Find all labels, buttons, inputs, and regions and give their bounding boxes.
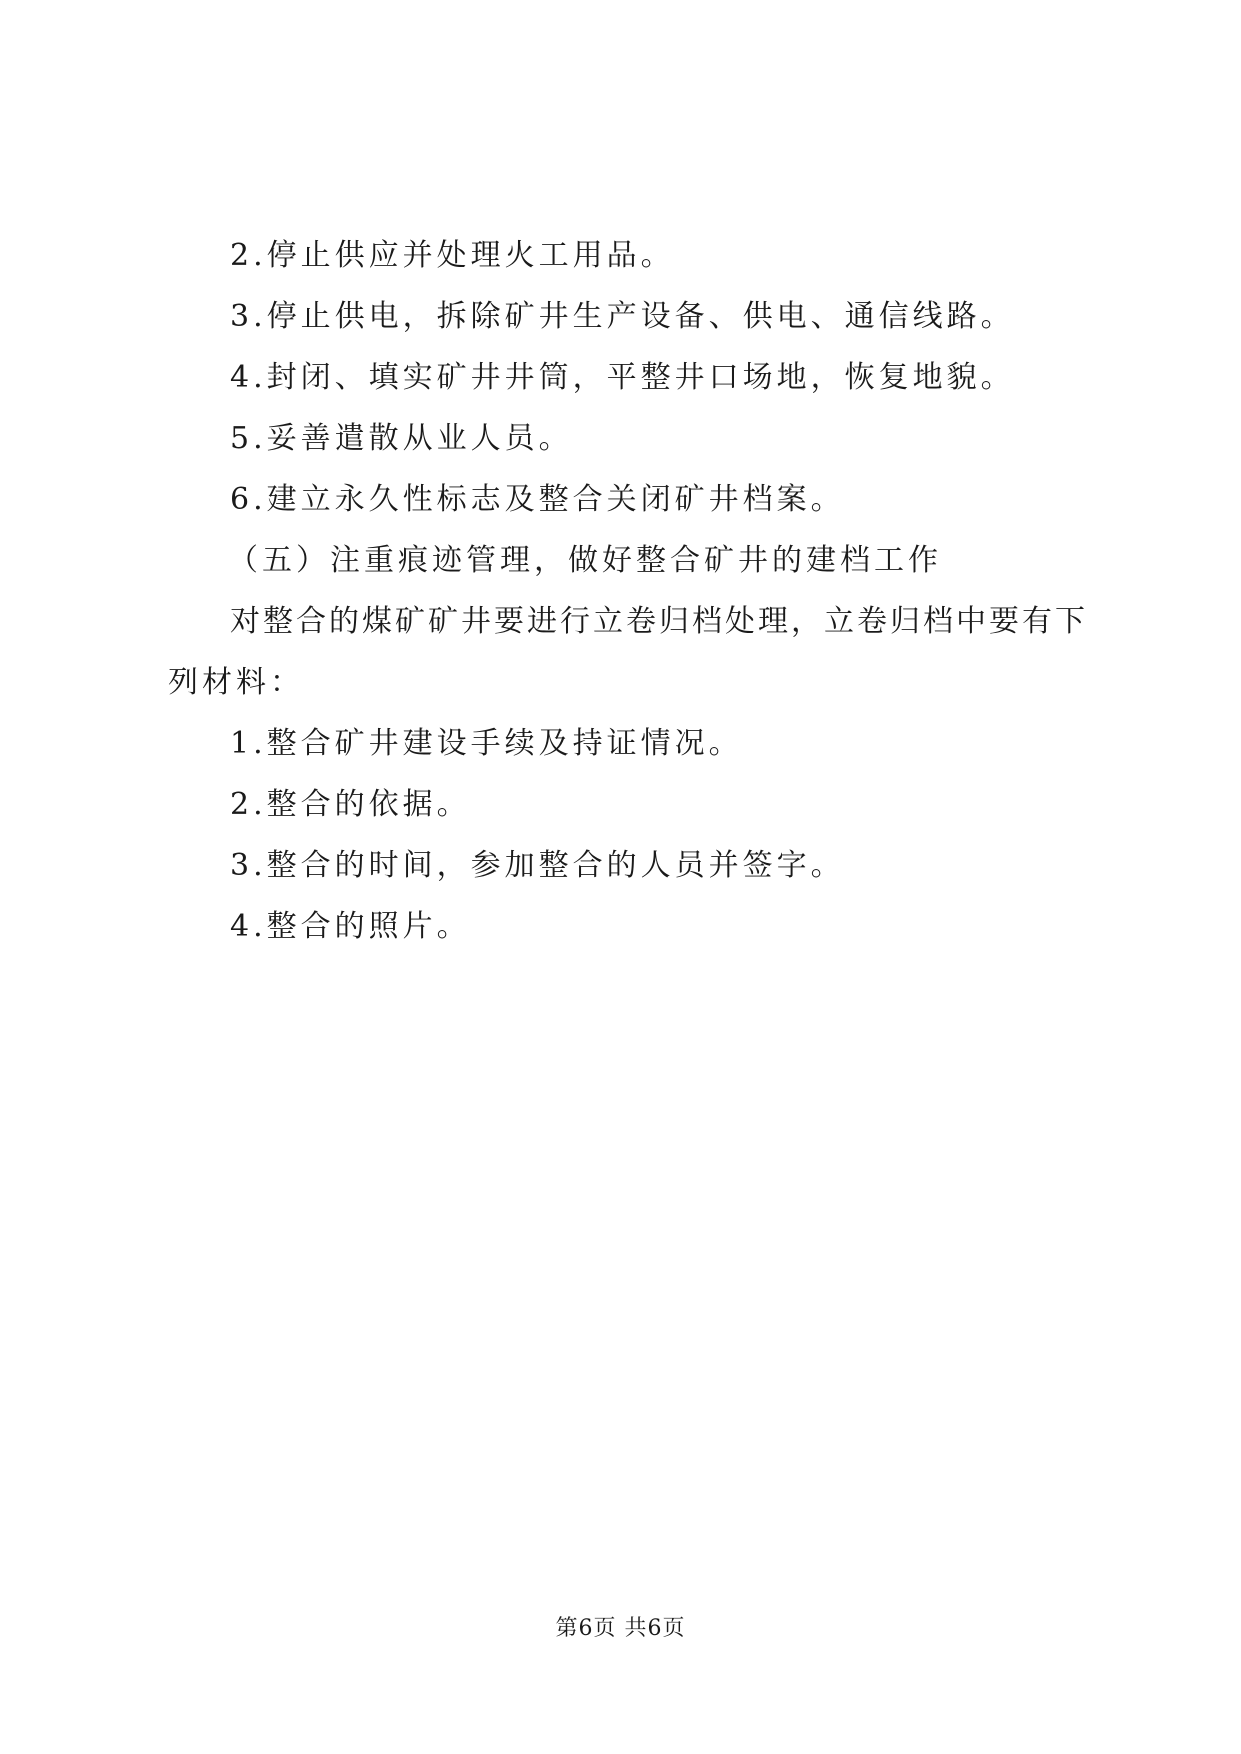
list-item-stop-power: 3.停止供电，拆除矿井生产设备、供电、通信线路。 [230, 299, 1015, 334]
list-item-stop-explosives: 2.停止供应并处理火工用品。 [230, 238, 675, 273]
list-item-photos: 4.整合的照片。 [230, 909, 471, 944]
list-item-seal-shaft: 4.封闭、填实矿井井筒，平整井口场地，恢复地貌。 [230, 360, 1015, 395]
list-item-time-signatures: 3.整合的时间，参加整合的人员并签字。 [230, 848, 845, 883]
page-number-footer: 第6页 共6页 [555, 1616, 686, 1641]
paragraph-line-1: 对整合的煤矿矿井要进行立卷归档处理，立卷归档中要有下 [230, 604, 1088, 639]
list-item-procedures: 1.整合矿井建设手续及持证情况。 [230, 726, 743, 761]
list-item-dismiss-staff: 5.妥善遣散从业人员。 [230, 421, 573, 456]
section-heading: （五）注重痕迹管理，做好整合矿井的建档工作 [228, 543, 942, 578]
list-item-permanent-marker: 6.建立永久性标志及整合关闭矿井档案。 [230, 482, 845, 517]
list-item-basis: 2.整合的依据。 [230, 787, 471, 822]
paragraph-line-2: 列材料： [168, 665, 304, 700]
